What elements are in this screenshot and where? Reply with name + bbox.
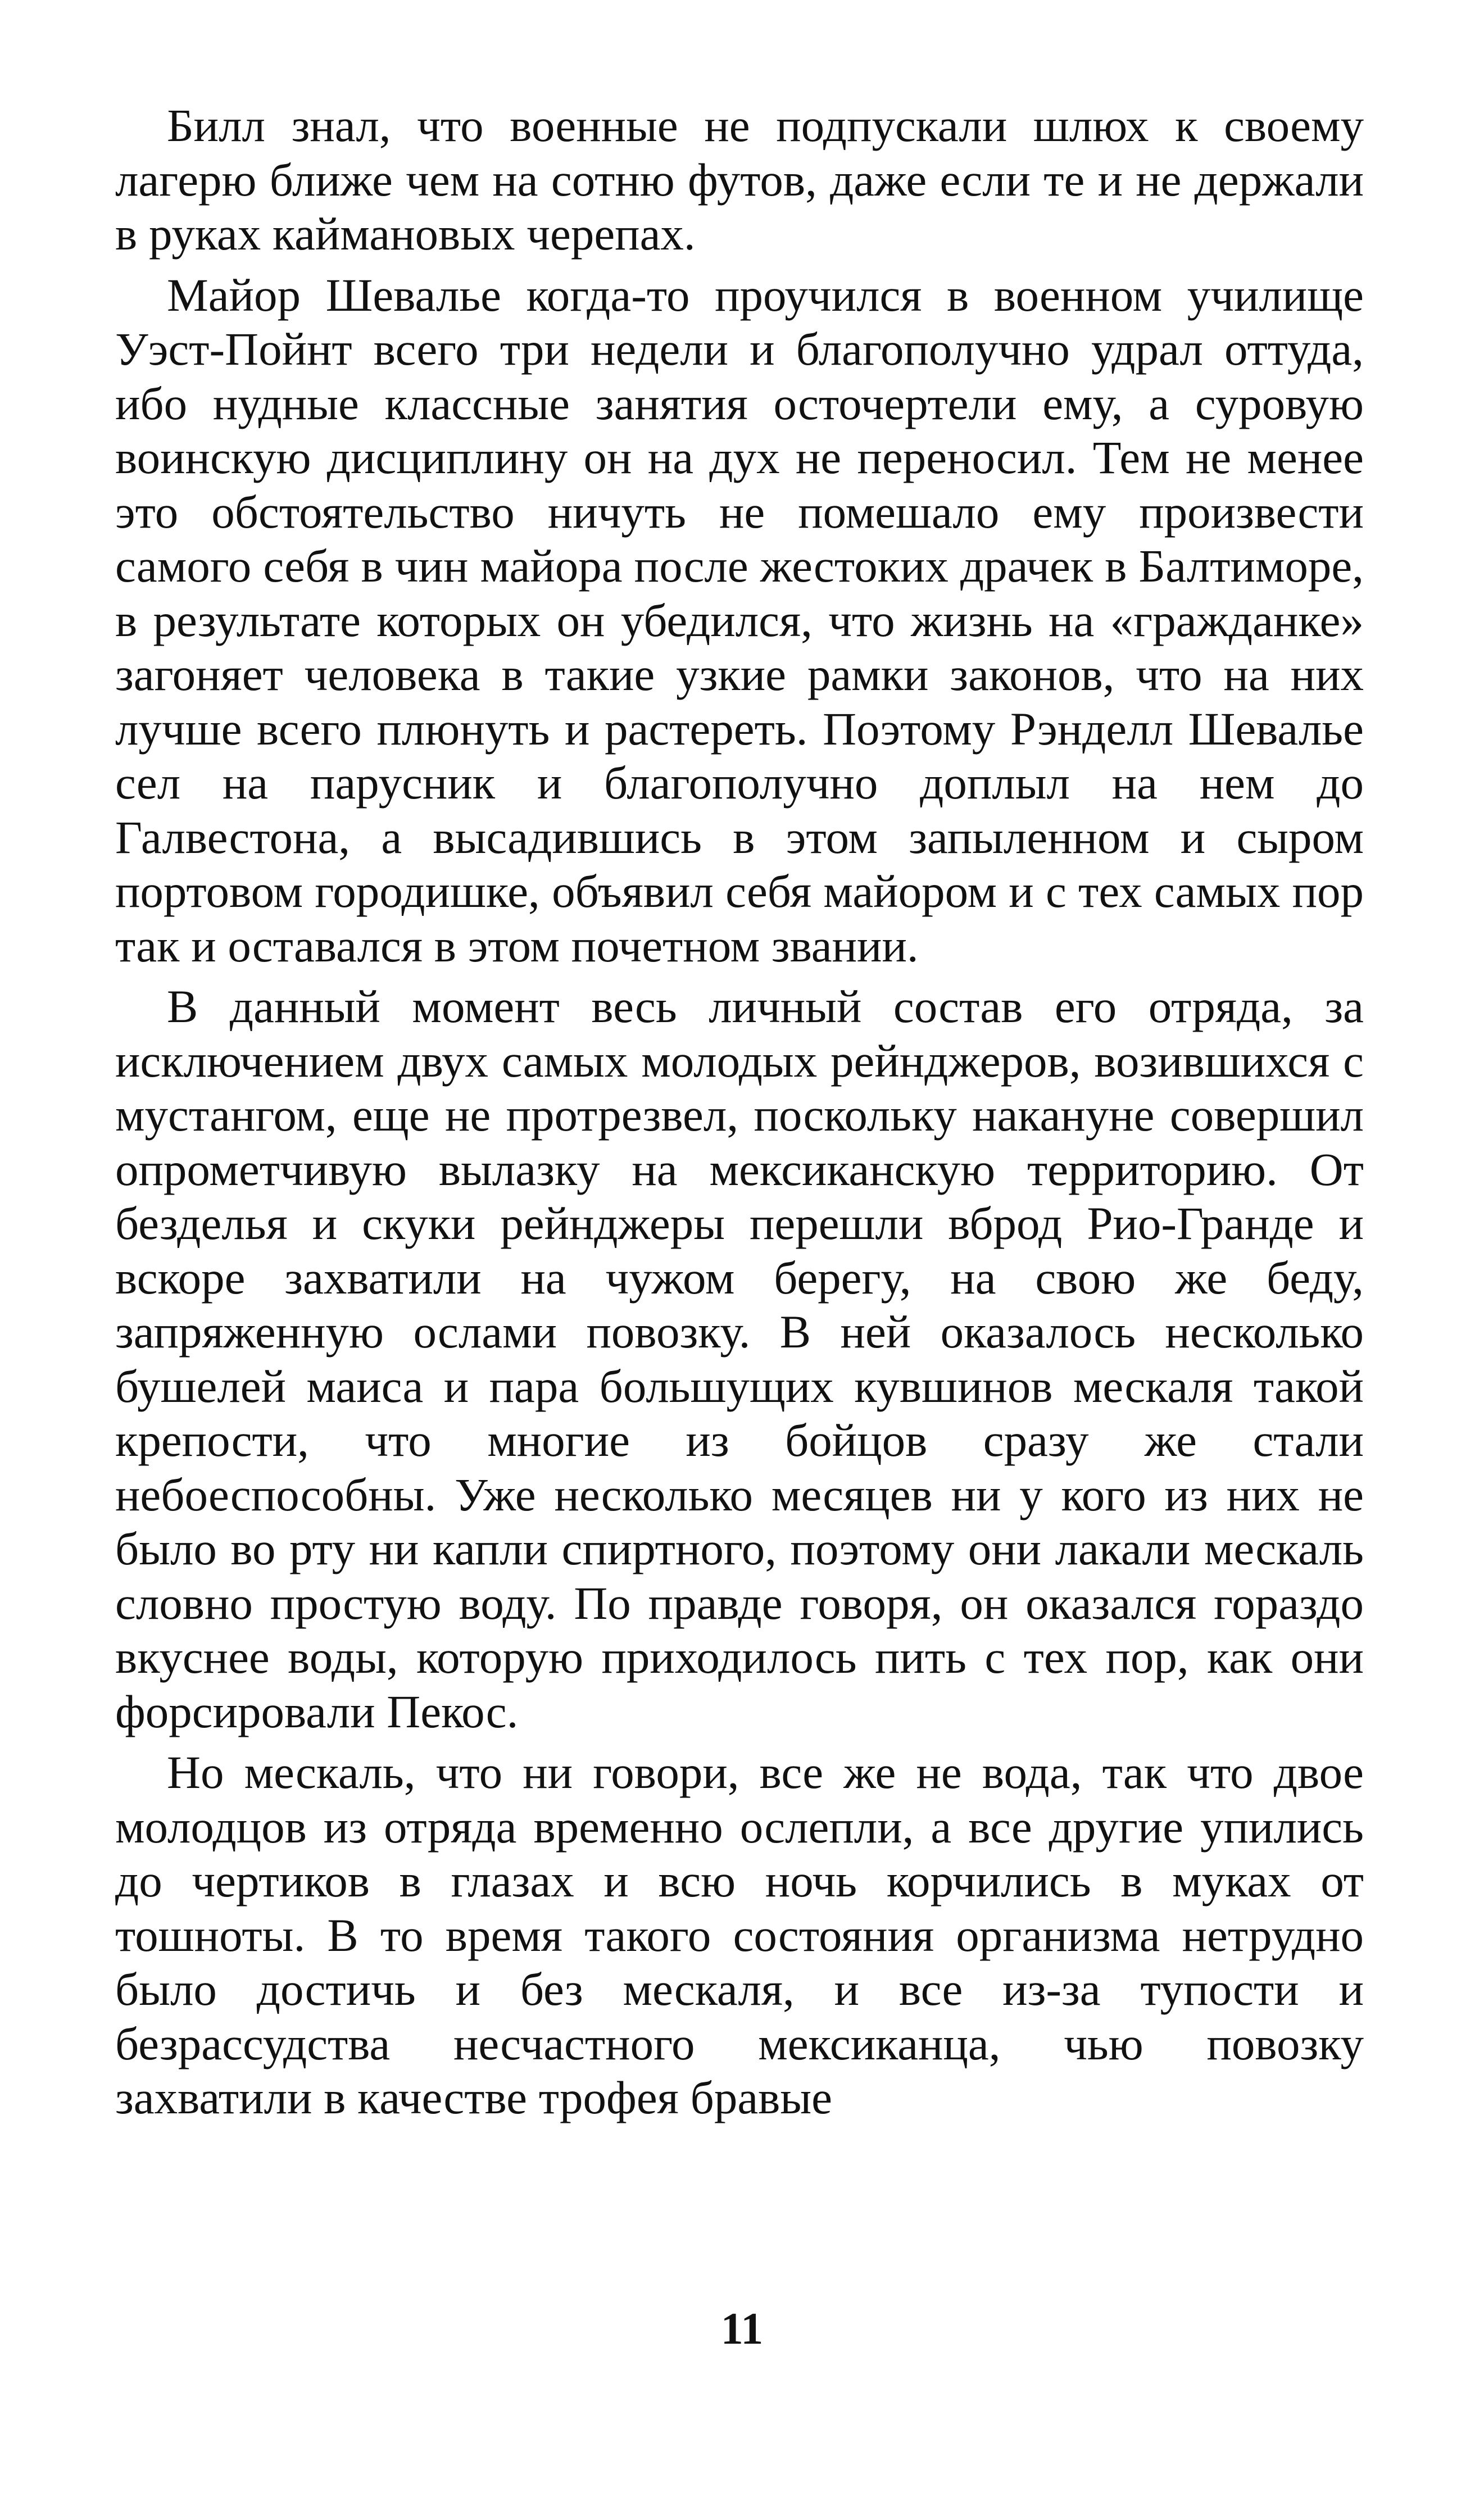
paragraph-4: Но мескаль, что ни говори, все же не вода, так что двое молодцов из отряда временно ослепли, а все другие упились до чертиков в глазах и всю ночь корчились в муках от тошноты. В то время такого состояния организма нетрудно было достичь и без мескаля, и все из-за тупости и безрассудства несчастного мексиканца, чью повозку захватили в качестве трофея бравые <box>115 1746 1364 2123</box>
page-body-text <box>115 98 1364 2132</box>
paragraph-1: Билл знал, что военные не подпускали шлюх к своему лагерю ближе чем на сотню футов, даже если те и не держали в руках каймановых черепах. <box>115 99 1364 260</box>
paragraph-3: В данный момент весь личный состав его отряда, за исключением двух самых молодых рейнджеров, возившихся с мустангом, еще не протрезвел, поскольку накануне совершил опрометчивую вылазку на мексиканскую территорию. От безделья и скуки рейнджеры перешли вброд Рио-Гранде и вскоре захватили на чужом берегу, на свою же беду, запряженную ослами повозку. В ней оказалось несколько бушелей маиса и пара большущих кувшинов мескаля такой крепости, что многие из бойцов сразу же стали небоеспособны. Уже несколько месяцев ни у кого из них не было во рту ни капли спиртного, поэтому они лакали мескаль словно простую воду. По правде говоря, он оказался гораздо вкуснее воды, которую приходилось пить с тех пор, как они форсировали Пекос. <box>115 981 1364 1737</box>
paragraph-2: Майор Шевалье когда-то проучился в военном училище Уэст-Пойнт всего три недели и благополучно удрал оттуда, ибо нудные классные занятия осточертели ему, а суровую воинскую дисциплину он на дух не переносил. Тем не менее это обстоятельство ничуть не помешало ему произвести самого себя в чин майора после жестоких драчек в Балтиморе, в результате которых он убедился, что жизнь на «гражданке» загоняет человека в такие узкие рамки законов, что на них лучше всего плюнуть и растереть. Поэтому Рэнделл Шевалье сел на парусник и благополучно доплыл на нем до Галвестона, а высадившись в этом запыленном и сыром портовом городишке, объявил себя майором и с тех самых пор так и оставался в этом почетном звании. <box>115 269 1364 972</box>
page-number: 11 <box>720 2304 764 2354</box>
